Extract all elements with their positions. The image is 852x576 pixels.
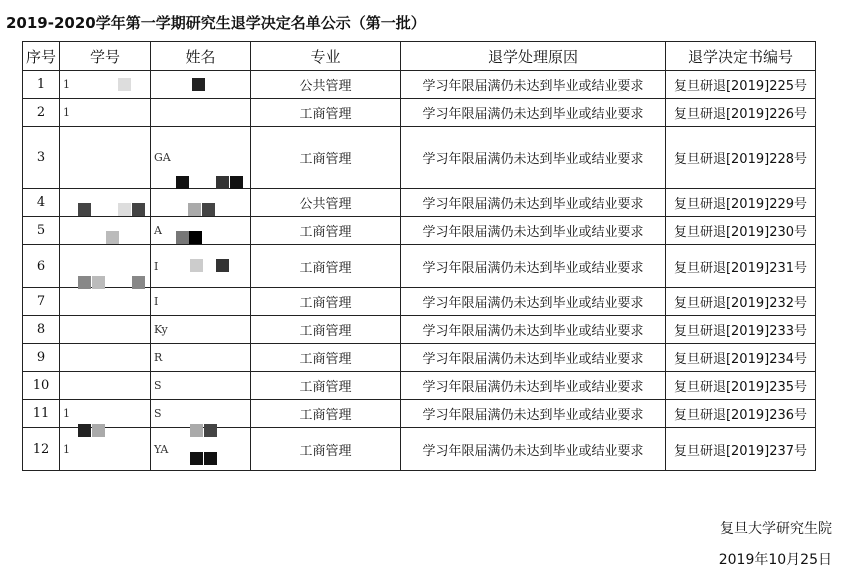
- redaction-mosaic: [106, 231, 119, 244]
- redaction-mosaic: [190, 452, 203, 465]
- row-number: 9: [23, 344, 60, 372]
- decision-doc-number: 复旦研退[2019]225号: [666, 71, 816, 99]
- major: 工商管理: [251, 127, 401, 189]
- redaction-mosaic: [204, 424, 217, 437]
- redaction-mosaic: [118, 78, 131, 91]
- table-row: [23, 127, 816, 189]
- row-number: 7: [23, 288, 60, 316]
- redaction-mosaic: [190, 424, 203, 437]
- student-name: I: [151, 288, 251, 316]
- table-row: [23, 99, 816, 127]
- withdrawal-reason: 学习年限届满仍未达到毕业或结业要求: [401, 288, 666, 316]
- row-number: 8: [23, 316, 60, 344]
- withdrawal-reason: 学习年限届满仍未达到毕业或结业要求: [401, 316, 666, 344]
- withdrawal-table: [22, 41, 816, 471]
- issue-date: 2019年10月25日: [718, 552, 832, 568]
- redaction-mosaic: [92, 424, 105, 437]
- redaction-mosaic: [78, 203, 91, 216]
- withdrawal-reason: 学习年限届满仍未达到毕业或结业要求: [401, 400, 666, 428]
- major: 工商管理: [251, 400, 401, 428]
- withdrawal-reason: 学习年限届满仍未达到毕业或结业要求: [401, 189, 666, 217]
- header-reason: 退学处理原因: [401, 42, 666, 71]
- student-id: [60, 127, 151, 189]
- table-row: [23, 372, 816, 400]
- decision-doc-number: 复旦研退[2019]237号: [666, 428, 816, 471]
- redaction-mosaic: [189, 231, 202, 244]
- student-id: 1: [60, 428, 151, 471]
- withdrawal-reason: 学习年限届满仍未达到毕业或结业要求: [401, 71, 666, 99]
- student-name: [151, 99, 251, 127]
- redaction-mosaic: [176, 176, 189, 189]
- student-name: GA: [151, 127, 251, 189]
- student-name: A: [151, 217, 251, 245]
- decision-doc-number: 复旦研退[2019]230号: [666, 217, 816, 245]
- redaction-mosaic: [132, 276, 145, 289]
- table-row: [23, 217, 816, 245]
- student-name: I: [151, 245, 251, 288]
- withdrawal-reason: 学习年限届满仍未达到毕业或结业要求: [401, 245, 666, 288]
- redaction-mosaic: [188, 203, 201, 216]
- table-header: [23, 42, 816, 71]
- major: 工商管理: [251, 372, 401, 400]
- withdrawal-reason: 学习年限届满仍未达到毕业或结业要求: [401, 344, 666, 372]
- redaction-mosaic: [78, 276, 91, 289]
- major: 工商管理: [251, 245, 401, 288]
- decision-doc-number: 复旦研退[2019]232号: [666, 288, 816, 316]
- major: 工商管理: [251, 217, 401, 245]
- major: 工商管理: [251, 288, 401, 316]
- withdrawal-reason: 学习年限届满仍未达到毕业或结业要求: [401, 428, 666, 471]
- table-row: [23, 316, 816, 344]
- row-number: 4: [23, 189, 60, 217]
- row-number: 2: [23, 99, 60, 127]
- table-row: [23, 344, 816, 372]
- withdrawal-reason: 学习年限届满仍未达到毕业或结业要求: [401, 99, 666, 127]
- major: 工商管理: [251, 344, 401, 372]
- row-number: 11: [23, 400, 60, 428]
- student-id: 1: [60, 71, 151, 99]
- header-doc-number: 退学决定书编号: [666, 42, 816, 71]
- row-number: 6: [23, 245, 60, 288]
- table-row: [23, 288, 816, 316]
- student-name: R: [151, 344, 251, 372]
- redaction-mosaic: [132, 203, 145, 216]
- header-name: 姓名: [151, 42, 251, 71]
- page-title: 2019-2020学年第一学期研究生退学决定名单公示（第一批）: [6, 14, 426, 32]
- major: 公共管理: [251, 71, 401, 99]
- redaction-mosaic: [192, 78, 205, 91]
- decision-doc-number: 复旦研退[2019]234号: [666, 344, 816, 372]
- student-name: YA: [151, 428, 251, 471]
- redaction-mosaic: [216, 176, 229, 189]
- major: 工商管理: [251, 99, 401, 127]
- student-id: 1: [60, 400, 151, 428]
- header-major: 专业: [251, 42, 401, 71]
- redaction-mosaic: [230, 176, 243, 189]
- table-row: [23, 71, 816, 99]
- row-number: 5: [23, 217, 60, 245]
- decision-doc-number: 复旦研退[2019]226号: [666, 99, 816, 127]
- redaction-mosaic: [202, 203, 215, 216]
- row-number: 12: [23, 428, 60, 471]
- table-row: [23, 428, 816, 471]
- student-id: [60, 316, 151, 344]
- issuing-organization: 复旦大学研究生院: [720, 521, 832, 537]
- student-id: 1: [60, 99, 151, 127]
- row-number: 1: [23, 71, 60, 99]
- decision-doc-number: 复旦研退[2019]229号: [666, 189, 816, 217]
- major: 工商管理: [251, 428, 401, 471]
- decision-doc-number: 复旦研退[2019]236号: [666, 400, 816, 428]
- redaction-mosaic: [204, 452, 217, 465]
- row-number: 3: [23, 127, 60, 189]
- withdrawal-reason: 学习年限届满仍未达到毕业或结业要求: [401, 127, 666, 189]
- decision-doc-number: 复旦研退[2019]233号: [666, 316, 816, 344]
- major: 公共管理: [251, 189, 401, 217]
- table-row: [23, 400, 816, 428]
- redaction-mosaic: [176, 231, 189, 244]
- withdrawal-reason: 学习年限届满仍未达到毕业或结业要求: [401, 217, 666, 245]
- redaction-mosaic: [118, 203, 131, 216]
- header-no: 序号: [23, 42, 60, 71]
- student-name: Ky: [151, 316, 251, 344]
- decision-doc-number: 复旦研退[2019]235号: [666, 372, 816, 400]
- redaction-mosaic: [190, 259, 203, 272]
- redaction-mosaic: [78, 424, 91, 437]
- redaction-mosaic: [216, 259, 229, 272]
- student-name: S: [151, 400, 251, 428]
- decision-doc-number: 复旦研退[2019]231号: [666, 245, 816, 288]
- student-name: S: [151, 372, 251, 400]
- student-id: [60, 217, 151, 245]
- student-id: [60, 372, 151, 400]
- decision-doc-number: 复旦研退[2019]228号: [666, 127, 816, 189]
- student-id: [60, 344, 151, 372]
- major: 工商管理: [251, 316, 401, 344]
- row-number: 10: [23, 372, 60, 400]
- withdrawal-reason: 学习年限届满仍未达到毕业或结业要求: [401, 372, 666, 400]
- student-id: [60, 288, 151, 316]
- redaction-mosaic: [92, 276, 105, 289]
- header-student-id: 学号: [60, 42, 151, 71]
